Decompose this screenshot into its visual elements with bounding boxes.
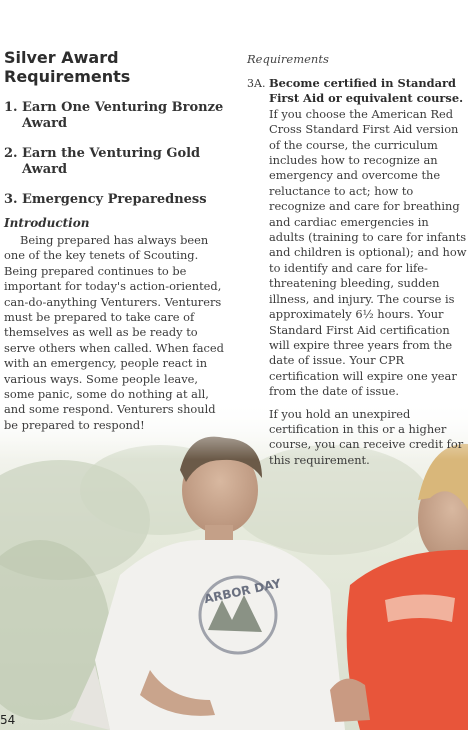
- requirement-item: [4, 192, 229, 208]
- introduction-paragraph: Being prepared has always been one of the key tenets of Scouting. Being prepared continues to be important for today's action-oriented, can-do-anything Venturers. Venturers must be prepared to take care of themselves as well as be ready to serve others when called. When faced with an emergency, people react in various ways. Some people leave, some panic, some do nothing at all, and some respond. Venturers should be prepared to respond!: [4, 233, 224, 432]
- requirement-item: [4, 100, 229, 132]
- requirement-number: 1.: [4, 100, 18, 115]
- introduction-heading: Introduction: [4, 216, 90, 230]
- requirement-3a-text: If you choose the American Red Cross Standard First Aid version of the course, the curriculum includes how to recognize an emergency and overcome the reluctance to act; how to recognize and care for breathing and cardiac emergencies in adults (training to care for infants and children is optional); and how to identify and care for life-threatening bleeding, sudden illness, and injury. The course is approximately 6½ hours. Your Standard First Aid certification will expire three years from the date of issue. Your CPR certification will expire one year from the date of issue.: [269, 106, 467, 399]
- requirement-3a: [247, 76, 467, 400]
- requirement-text: Earn the Venturing Gold Award: [22, 146, 201, 177]
- credit-note: If you hold an unexpired certification in this or a higher course, you can receive credit for this requirement.: [269, 406, 464, 467]
- page-number: 54: [0, 713, 16, 727]
- requirement-3a-content: [269, 76, 467, 400]
- right-column: [247, 52, 467, 468]
- requirement-item: [4, 146, 229, 178]
- page-title: Silver Award Requirements: [4, 48, 131, 86]
- requirement-3a-label: 3A.: [247, 77, 266, 90]
- requirement-number: 2.: [4, 146, 18, 161]
- requirements-heading: Requirements: [247, 52, 329, 66]
- requirement-text: Earn One Venturing Bronze Award: [22, 100, 224, 131]
- requirement-number: 3.: [4, 192, 18, 207]
- requirement-text: Emergency Preparedness: [22, 192, 207, 207]
- left-column: [4, 48, 229, 433]
- requirement-3a-title: Become certified in Standard First Aid or equivalent course.: [269, 76, 464, 106]
